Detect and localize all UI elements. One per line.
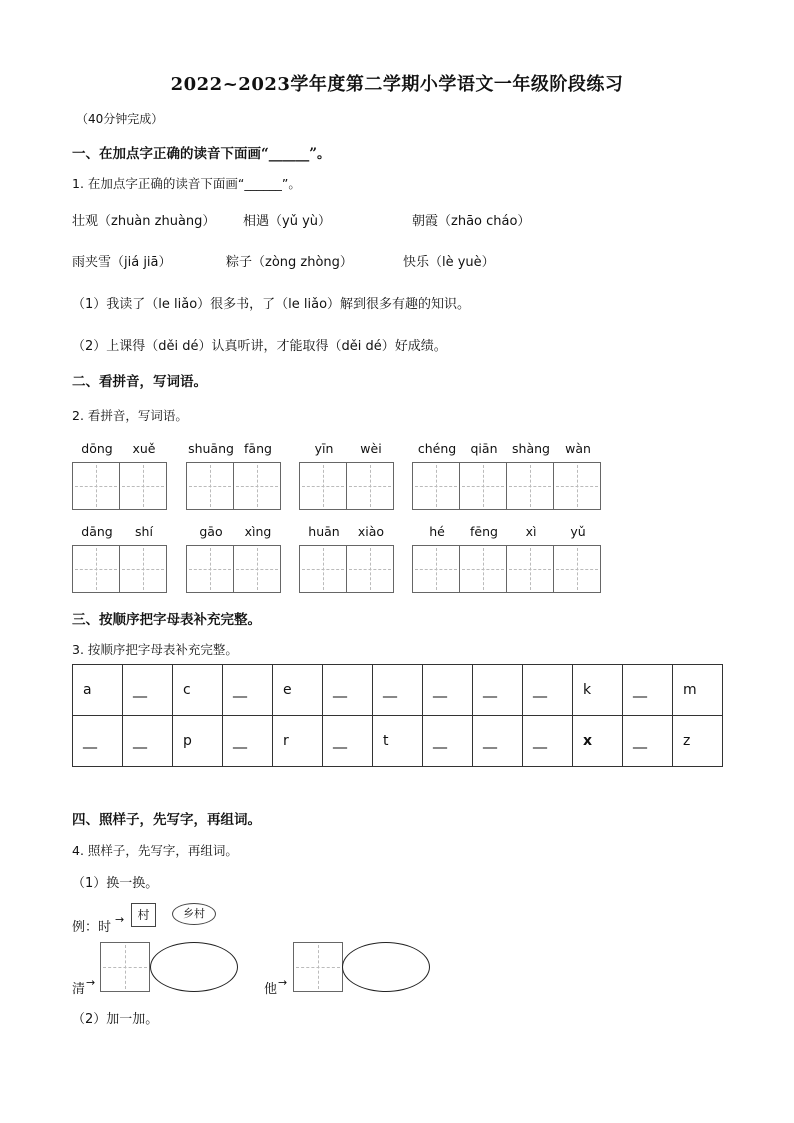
question-1: 1. 在加点字正确的读音下面画“______”。: [72, 176, 301, 191]
arrow-icon: →: [86, 976, 96, 989]
pinyin-label: shuāng: [188, 441, 234, 456]
writing-grid[interactable]: [72, 524, 166, 593]
pinyin-choice: 粽子（zòng zhòng）: [226, 255, 353, 270]
alphabet-cell[interactable]: __: [623, 716, 673, 767]
question-4: 4. 照样子，先写字，再组词。: [72, 843, 238, 858]
writing-grid[interactable]: [186, 524, 280, 593]
alphabet-cell: a: [73, 665, 123, 716]
section-2-heading: 二、看拼音，写词语。: [72, 374, 207, 390]
pinyin-label: yīn: [314, 441, 334, 456]
word-writing-oval[interactable]: [150, 942, 238, 992]
section-4-heading: 四、照样子，先写字，再组词。: [72, 812, 261, 828]
pinyin-label: gāo: [199, 524, 223, 539]
alphabet-cell[interactable]: __: [523, 665, 573, 716]
subquestion-1: （1）换一换。: [72, 876, 159, 891]
sentence-2: （2）上课得（děi dé）认真听讲，才能取得（děi dé）好成绩。: [72, 339, 447, 354]
example-label: 例：时: [72, 920, 112, 935]
alphabet-cell[interactable]: __: [323, 665, 373, 716]
item-char: 他: [264, 982, 278, 997]
alphabet-cell[interactable]: __: [473, 716, 523, 767]
pinyin-label: shí: [135, 524, 153, 539]
pinyin-choice: 相遇（yǔ yù）: [243, 214, 331, 229]
alphabet-cell[interactable]: __: [373, 665, 423, 716]
alphabet-cell: z: [673, 716, 723, 767]
word-writing-oval[interactable]: [342, 942, 430, 992]
page-title: 2022~2023学年度第二学期小学语文一年级阶段练习: [170, 74, 624, 95]
pinyin-choice: 快乐（lè yuè）: [403, 255, 495, 270]
pinyin-label: qiān: [470, 441, 498, 456]
item-char: 清: [72, 982, 86, 997]
pinyin-label: fēng: [470, 524, 498, 539]
alphabet-cell: c: [173, 665, 223, 716]
question-3: 3. 按顺序把字母表补充完整。: [72, 642, 238, 657]
pinyin-label: xuě: [132, 441, 156, 456]
pinyin-label: wèi: [360, 441, 382, 456]
writing-grid[interactable]: [72, 441, 166, 510]
pinyin-label: wàn: [565, 441, 591, 456]
question-2: 2. 看拼音，写词语。: [72, 408, 188, 423]
pinyin-choice: 壮观（zhuàn zhuàng）: [72, 214, 216, 229]
subquestion-2: （2）加一加。: [72, 1012, 159, 1027]
writing-grid[interactable]: [186, 441, 280, 510]
section-1-heading: 一、在加点字正确的读音下面画“______”。: [72, 146, 331, 162]
char-writing-box[interactable]: [100, 942, 150, 992]
alphabet-cell[interactable]: __: [223, 665, 273, 716]
pinyin-label: dōng: [81, 441, 113, 456]
arrow-icon: →: [115, 913, 125, 926]
writing-grid[interactable]: [412, 441, 600, 510]
pinyin-choice: 雨夹雪（jiá jiā）: [72, 255, 172, 270]
pinyin-label: yǔ: [570, 524, 586, 539]
alphabet-cell: t: [373, 716, 423, 767]
alphabet-cell[interactable]: __: [323, 716, 373, 767]
example-word-oval: 乡村: [172, 903, 216, 925]
time-note: （40分钟完成）: [76, 112, 164, 126]
writing-grid[interactable]: [299, 441, 393, 510]
alphabet-cell: r: [273, 716, 323, 767]
alphabet-cell[interactable]: __: [623, 665, 673, 716]
arrow-icon: →: [278, 976, 288, 989]
alphabet-cell: e: [273, 665, 323, 716]
alphabet-cell: m: [673, 665, 723, 716]
pinyin-label: xìng: [244, 524, 272, 539]
pinyin-label: hé: [429, 524, 445, 539]
pinyin-choice: 朝霞（zhāo cháo）: [412, 214, 531, 229]
sentence-1: （1）我读了（le liǎo）很多书，了（le liǎo）解到很多有趣的知识。: [72, 297, 471, 312]
pinyin-label: huān: [308, 524, 340, 539]
alphabet-cell[interactable]: __: [423, 665, 473, 716]
alphabet-cell[interactable]: __: [123, 665, 173, 716]
pinyin-label: fāng: [244, 441, 272, 456]
pinyin-label: shàng: [512, 441, 550, 456]
alphabet-cell[interactable]: __: [423, 716, 473, 767]
section-3-heading: 三、按顺序把字母表补充完整。: [72, 612, 261, 628]
alphabet-cell[interactable]: __: [523, 716, 573, 767]
alphabet-table: [72, 664, 723, 767]
alphabet-cell: x: [573, 716, 623, 767]
char-writing-box[interactable]: [293, 942, 343, 992]
pinyin-label: xiào: [357, 524, 385, 539]
alphabet-cell[interactable]: __: [123, 716, 173, 767]
alphabet-cell[interactable]: __: [473, 665, 523, 716]
example-char-box: 村: [131, 903, 156, 927]
alphabet-cell: p: [173, 716, 223, 767]
alphabet-cell: k: [573, 665, 623, 716]
writing-grid[interactable]: [299, 524, 393, 593]
pinyin-label: xì: [525, 524, 537, 539]
pinyin-label: dāng: [81, 524, 113, 539]
pinyin-label: chéng: [417, 441, 457, 456]
alphabet-cell[interactable]: __: [73, 716, 123, 767]
alphabet-cell[interactable]: __: [223, 716, 273, 767]
writing-grid[interactable]: [412, 524, 600, 593]
